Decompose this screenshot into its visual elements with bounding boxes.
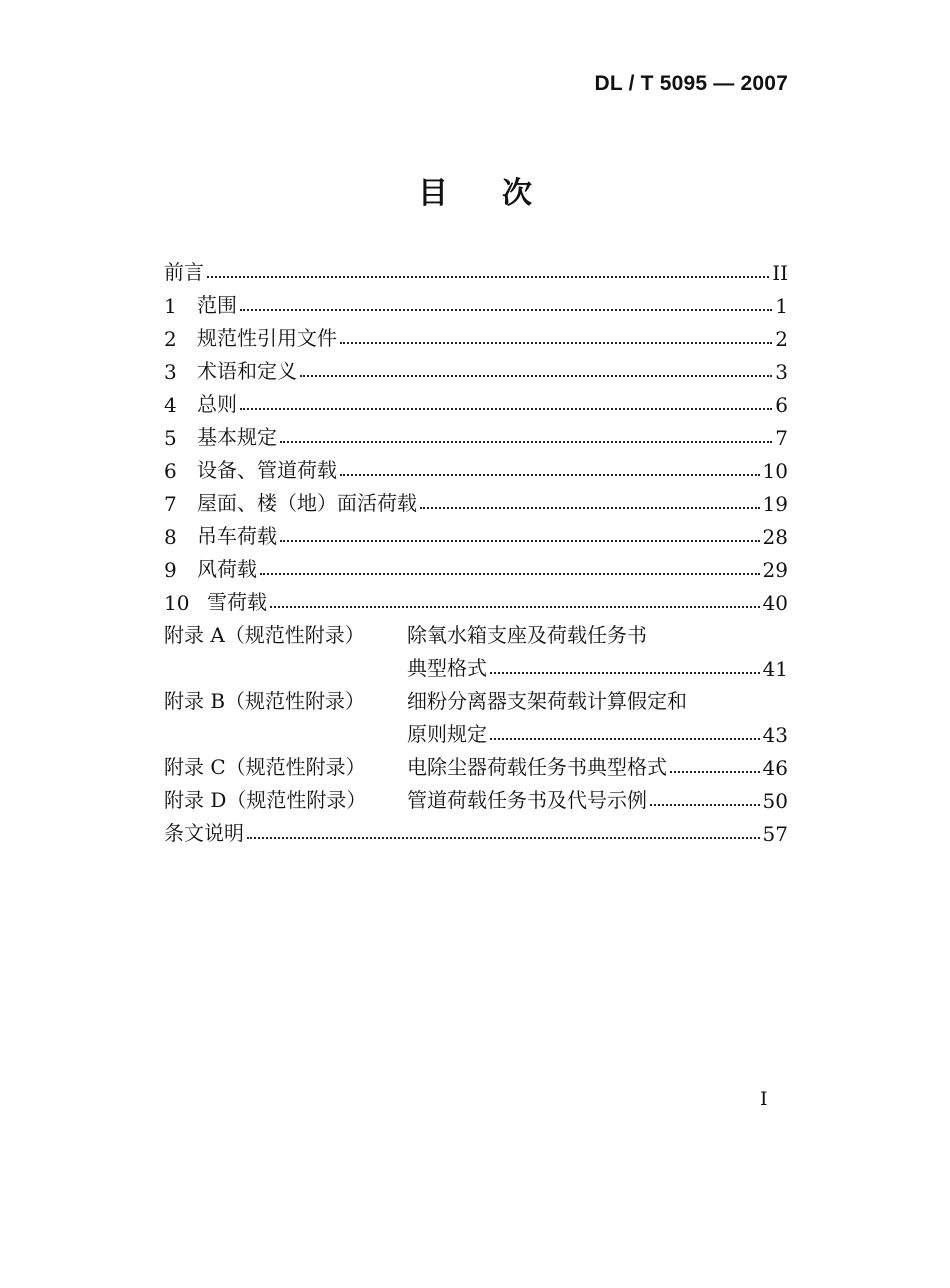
toc-label: 设备、管道荷载 xyxy=(197,458,337,482)
toc-number: 6 xyxy=(164,459,177,483)
toc-page: 40 xyxy=(762,591,788,615)
leader-dots xyxy=(670,771,760,773)
toc-entry-chapter[interactable] xyxy=(164,483,788,516)
toc-page: 28 xyxy=(762,525,788,549)
leader-dots xyxy=(240,309,772,311)
toc-entry-chapter[interactable] xyxy=(164,549,788,582)
toc-entry-chapter[interactable] xyxy=(164,516,788,549)
toc-page: 57 xyxy=(762,822,788,846)
toc-label: 总则 xyxy=(197,392,237,416)
toc-number: 9 xyxy=(164,558,177,582)
leader-dots xyxy=(420,507,760,509)
toc-page: II xyxy=(772,261,788,285)
leader-dots xyxy=(207,276,769,278)
appendix-prefix: 附录 A（规范性附录） xyxy=(164,623,365,647)
toc-entry-appendix-c[interactable] xyxy=(164,747,788,780)
toc-page: 19 xyxy=(762,492,788,516)
appendix-title-line1: 电除尘器荷载任务书典型格式 xyxy=(407,755,667,779)
appendix-title-line2: 典型格式 xyxy=(407,656,487,680)
toc-page: 1 xyxy=(775,294,788,318)
toc-number: 7 xyxy=(164,492,177,516)
leader-dots xyxy=(340,342,772,344)
toc-entry-appendix-a[interactable] xyxy=(164,615,788,681)
toc-label: 范围 xyxy=(197,293,237,317)
appendix-prefix: 附录 D（规范性附录） xyxy=(164,788,367,812)
leader-dots xyxy=(247,837,760,839)
leader-dots xyxy=(270,606,760,608)
toc-entry-chapter[interactable] xyxy=(164,417,788,450)
title-char-1: 目 xyxy=(418,176,448,211)
leader-dots xyxy=(650,804,760,806)
toc-entry-chapter[interactable] xyxy=(164,450,788,483)
leader-dots xyxy=(300,375,772,377)
toc-label: 风荷载 xyxy=(197,557,257,581)
toc-label: 条文说明 xyxy=(164,821,244,845)
toc-page: 6 xyxy=(775,393,788,417)
toc-page: 10 xyxy=(762,459,788,483)
appendix-title-line1: 细粉分离器支架荷载计算假定和 xyxy=(407,689,687,713)
document-code: DL / T 5095 — 2007 xyxy=(594,72,788,95)
leader-dots xyxy=(240,408,772,410)
appendix-prefix: 附录 B（规范性附录） xyxy=(164,689,366,713)
toc-page: 43 xyxy=(762,723,788,747)
leader-dots xyxy=(490,738,760,740)
appendix-title-line1: 管道荷载任务书及代号示例 xyxy=(407,788,647,812)
toc-number: 8 xyxy=(164,525,177,549)
toc-page: 2 xyxy=(775,327,788,351)
toc-page: 41 xyxy=(762,657,788,681)
toc-page: 50 xyxy=(762,789,788,813)
leader-dots xyxy=(280,441,772,443)
leader-dots xyxy=(490,672,760,674)
appendix-title-line1: 除氧水箱支座及荷载任务书 xyxy=(407,623,647,647)
appendix-title-line2-row xyxy=(407,714,788,747)
leader-dots xyxy=(340,474,760,476)
toc-page: 3 xyxy=(775,360,788,384)
appendix-prefix: 附录 C（规范性附录） xyxy=(164,755,366,779)
leader-dots xyxy=(260,573,760,575)
toc-entry-chapter[interactable] xyxy=(164,384,788,417)
appendix-title-line2-row xyxy=(407,648,788,681)
page-number: I xyxy=(760,1088,768,1110)
appendix-title-line2: 原则规定 xyxy=(407,722,487,746)
toc-number: 10 xyxy=(164,591,190,615)
toc-label: 规范性引用文件 xyxy=(197,326,337,350)
toc-label: 基本规定 xyxy=(197,425,277,449)
table-of-contents xyxy=(164,252,788,846)
toc-entry-chapter[interactable] xyxy=(164,318,788,351)
toc-label: 术语和定义 xyxy=(197,359,297,383)
toc-label: 屋面、楼（地）面活荷载 xyxy=(197,491,417,515)
toc-entry-preface[interactable] xyxy=(164,252,788,285)
page-title xyxy=(0,168,950,212)
toc-number: 1 xyxy=(164,294,177,318)
toc-page: 29 xyxy=(762,558,788,582)
toc-number: 2 xyxy=(164,327,177,351)
toc-number: 5 xyxy=(164,426,177,450)
toc-entry-chapter[interactable] xyxy=(164,582,788,615)
toc-label: 雪荷载 xyxy=(207,590,267,614)
toc-number: 3 xyxy=(164,360,177,384)
title-char-2: 次 xyxy=(502,176,532,211)
toc-entry-chapter[interactable] xyxy=(164,285,788,318)
toc-number: 4 xyxy=(164,393,177,417)
toc-entry-chapter[interactable] xyxy=(164,351,788,384)
toc-page: 7 xyxy=(775,426,788,450)
toc-page: 46 xyxy=(762,756,788,780)
toc-label: 吊车荷载 xyxy=(197,524,277,548)
toc-entry-appendix-b[interactable] xyxy=(164,681,788,747)
toc-entry-appendix-d[interactable] xyxy=(164,780,788,813)
toc-entry-notes[interactable] xyxy=(164,813,788,846)
toc-label: 前言 xyxy=(164,260,204,284)
leader-dots xyxy=(280,540,760,542)
